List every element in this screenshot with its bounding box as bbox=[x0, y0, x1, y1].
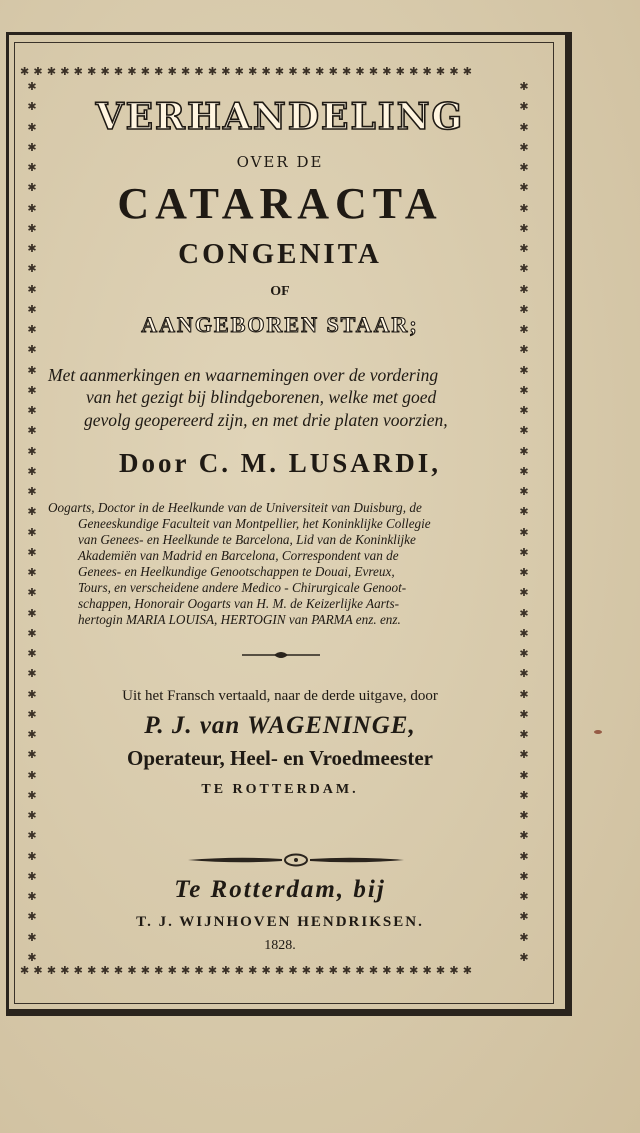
star-ornament: ✱ bbox=[519, 282, 529, 296]
credentials-line: van Genees- en Heelkunde te Barcelona, Lid van de Koninklijke bbox=[78, 532, 416, 547]
star-ornament: ✱ bbox=[519, 201, 529, 215]
star-ornament: ✱ bbox=[519, 890, 529, 903]
star-ornament: ✱ bbox=[27, 586, 37, 600]
credentials-line: Oogarts, Doctor in de Heelkunde van de Universiteit van Duisburg, de bbox=[48, 500, 422, 515]
star-ornament: ✱ bbox=[27, 707, 37, 721]
star-ornament: ✱ bbox=[27, 404, 37, 417]
ink-stain bbox=[594, 730, 602, 734]
title-congenita: CONGENITA bbox=[178, 238, 382, 270]
star-ornament: ✱ bbox=[519, 323, 529, 336]
star-ornament: ✱ bbox=[27, 626, 37, 640]
credentials-line: schappen, Honorair Oogarts van H. M. de Keizerlijke Aarts- bbox=[78, 596, 399, 611]
star-ornament: ✱ bbox=[519, 505, 529, 519]
title-of: OF bbox=[270, 284, 290, 299]
credentials-line: Akademiën van Madrid en Barcelona, Correspondent van de bbox=[78, 548, 399, 563]
star-ornament: ✱ bbox=[27, 242, 37, 255]
star-border-top: ✱✱✱✱✱✱✱✱✱✱✱✱✱✱✱✱✱✱✱✱✱✱✱✱✱✱✱✱✱✱✱✱✱✱ bbox=[20, 65, 477, 78]
star-ornament: ✱ bbox=[27, 363, 37, 377]
star-ornament: ✱ bbox=[519, 120, 529, 134]
star-ornament: ✱ bbox=[27, 444, 37, 458]
star-ornament: ✱ bbox=[519, 525, 529, 539]
title-over-de: OVER DE bbox=[236, 153, 324, 171]
star-ornament: ✱ bbox=[519, 444, 529, 458]
star-ornament: ✱ bbox=[519, 242, 529, 255]
star-ornament: ✱ bbox=[27, 930, 37, 944]
description-line: gevolg geopereerd zijn, en met drie platen voorzien, bbox=[84, 410, 448, 430]
star-ornament: ✱ bbox=[27, 748, 37, 762]
imprint-year: 1828. bbox=[264, 938, 296, 953]
star-ornament: ✱ bbox=[519, 768, 529, 782]
description-line: Met aanmerkingen en waarnemingen over de vordering bbox=[48, 365, 439, 385]
star-ornament: ✱ bbox=[519, 647, 529, 660]
star-ornament: ✱ bbox=[27, 910, 37, 924]
author-line: Door C. M. LUSARDI, bbox=[118, 448, 441, 478]
star-ornament: ✱ bbox=[519, 606, 529, 620]
star-ornament: ✱ bbox=[519, 910, 529, 924]
title-aangeboren-staar: AANGEBOREN STAAR; bbox=[141, 312, 419, 337]
star-ornament: ✱ bbox=[27, 606, 37, 620]
star-ornament: ✱ bbox=[519, 707, 529, 721]
translator-title: Operateur, Heel- en Vroedmeester bbox=[127, 746, 433, 770]
star-ornament: ✱ bbox=[519, 140, 529, 154]
star-ornament: ✱ bbox=[519, 485, 529, 498]
star-ornament: ✱ bbox=[27, 505, 37, 519]
star-ornament: ✱ bbox=[27, 424, 37, 438]
star-border-bottom: ✱✱✱✱✱✱✱✱✱✱✱✱✱✱✱✱✱✱✱✱✱✱✱✱✱✱✱✱✱✱✱✱✱✱ bbox=[20, 964, 477, 977]
star-ornament: ✱ bbox=[27, 890, 37, 903]
star-ornament: ✱ bbox=[519, 930, 529, 944]
star-ornament: ✱ bbox=[27, 849, 37, 863]
star-ornament: ✱ bbox=[519, 829, 529, 843]
star-ornament: ✱ bbox=[519, 809, 529, 822]
star-ornament: ✱ bbox=[27, 464, 37, 478]
star-ornament: ✱ bbox=[27, 282, 37, 296]
imprint-publisher: T. J. WIJNHOVEN HENDRIKSEN. bbox=[136, 914, 424, 930]
star-ornament: ✱ bbox=[519, 363, 529, 377]
translation-note: Uit het Fransch vertaald, naar de derde uitgave, door bbox=[122, 688, 438, 704]
star-ornament: ✱ bbox=[27, 120, 37, 134]
star-ornament: ✱ bbox=[27, 728, 37, 741]
star-ornament: ✱ bbox=[27, 343, 37, 357]
star-ornament: ✱ bbox=[519, 626, 529, 640]
star-ornament: ✱ bbox=[27, 201, 37, 215]
star-ornament: ✱ bbox=[519, 566, 529, 579]
star-ornament: ✱ bbox=[27, 829, 37, 843]
star-ornament: ✱ bbox=[519, 869, 529, 883]
star-ornament: ✱ bbox=[27, 262, 37, 276]
star-ornament: ✱ bbox=[519, 849, 529, 863]
star-ornament: ✱ bbox=[519, 343, 529, 357]
star-ornament: ✱ bbox=[27, 667, 37, 681]
star-ornament: ✱ bbox=[519, 950, 529, 964]
star-ornament: ✱ bbox=[519, 80, 529, 93]
star-ornament: ✱ bbox=[27, 788, 37, 802]
star-ornament: ✱ bbox=[27, 525, 37, 539]
credentials-line: Geneeskundige Faculteit van Montpellier, het Koninklijke Collegie bbox=[78, 516, 431, 531]
star-ornament: ✱ bbox=[27, 302, 37, 316]
credentials-line: Genees- en Heelkundige Genootschappen te Douai, Evreux, bbox=[78, 564, 395, 579]
star-ornament: ✱ bbox=[27, 181, 37, 195]
star-ornament: ✱ bbox=[519, 302, 529, 316]
star-ornament: ✱ bbox=[27, 950, 37, 964]
star-ornament: ✱ bbox=[519, 161, 529, 174]
star-ornament: ✱ bbox=[27, 383, 37, 397]
star-ornament: ✱ bbox=[27, 80, 37, 93]
star-ornament: ✱ bbox=[27, 323, 37, 336]
star-ornament: ✱ bbox=[27, 161, 37, 174]
star-ornament: ✱ bbox=[519, 464, 529, 478]
star-ornament: ✱ bbox=[27, 221, 37, 235]
star-ornament: ✱ bbox=[27, 566, 37, 579]
star-ornament: ✱ bbox=[519, 181, 529, 195]
star-ornament: ✱ bbox=[27, 140, 37, 154]
star-ornament: ✱ bbox=[519, 404, 529, 417]
star-ornament: ✱ bbox=[519, 728, 529, 741]
star-ornament: ✱ bbox=[519, 687, 529, 701]
star-ornament: ✱ bbox=[27, 768, 37, 782]
translator-city: TE ROTTERDAM. bbox=[201, 782, 359, 797]
star-ornament: ✱ bbox=[27, 647, 37, 660]
star-ornament: ✱ bbox=[519, 100, 529, 114]
credentials-line: Tours, en verscheidene andere Medico - Chirurgicale Genoot- bbox=[78, 580, 407, 595]
credentials-line: hertogin MARIA LOUISA, HERTOGIN van PARMA enz. enz. bbox=[78, 612, 401, 627]
star-ornament: ✱ bbox=[519, 383, 529, 397]
star-ornament: ✱ bbox=[27, 869, 37, 883]
large-ornament-divider bbox=[186, 853, 406, 867]
star-ornament: ✱ bbox=[519, 262, 529, 276]
translator-name: P. J. van WAGENINGE, bbox=[144, 712, 416, 739]
star-ornament: ✱ bbox=[519, 586, 529, 600]
imprint-place: Te Rotterdam, bij bbox=[174, 876, 386, 903]
star-ornament: ✱ bbox=[27, 485, 37, 498]
star-ornament: ✱ bbox=[519, 788, 529, 802]
small-ornament-divider bbox=[240, 650, 322, 660]
title-verhandeling: VERHANDELING bbox=[95, 96, 465, 138]
star-ornament: ✱ bbox=[27, 809, 37, 822]
star-ornament: ✱ bbox=[519, 221, 529, 235]
star-ornament: ✱ bbox=[519, 424, 529, 438]
star-ornament: ✱ bbox=[27, 100, 37, 114]
description-line: van het gezigt bij blindgeborenen, welke met goed bbox=[86, 387, 437, 407]
title-cataracta: CATARACTA bbox=[117, 179, 443, 228]
star-border-left bbox=[24, 80, 40, 964]
star-ornament: ✱ bbox=[519, 545, 529, 559]
star-ornament: ✱ bbox=[27, 687, 37, 701]
star-ornament: ✱ bbox=[27, 545, 37, 559]
star-ornament: ✱ bbox=[519, 667, 529, 681]
star-ornament: ✱ bbox=[519, 748, 529, 762]
